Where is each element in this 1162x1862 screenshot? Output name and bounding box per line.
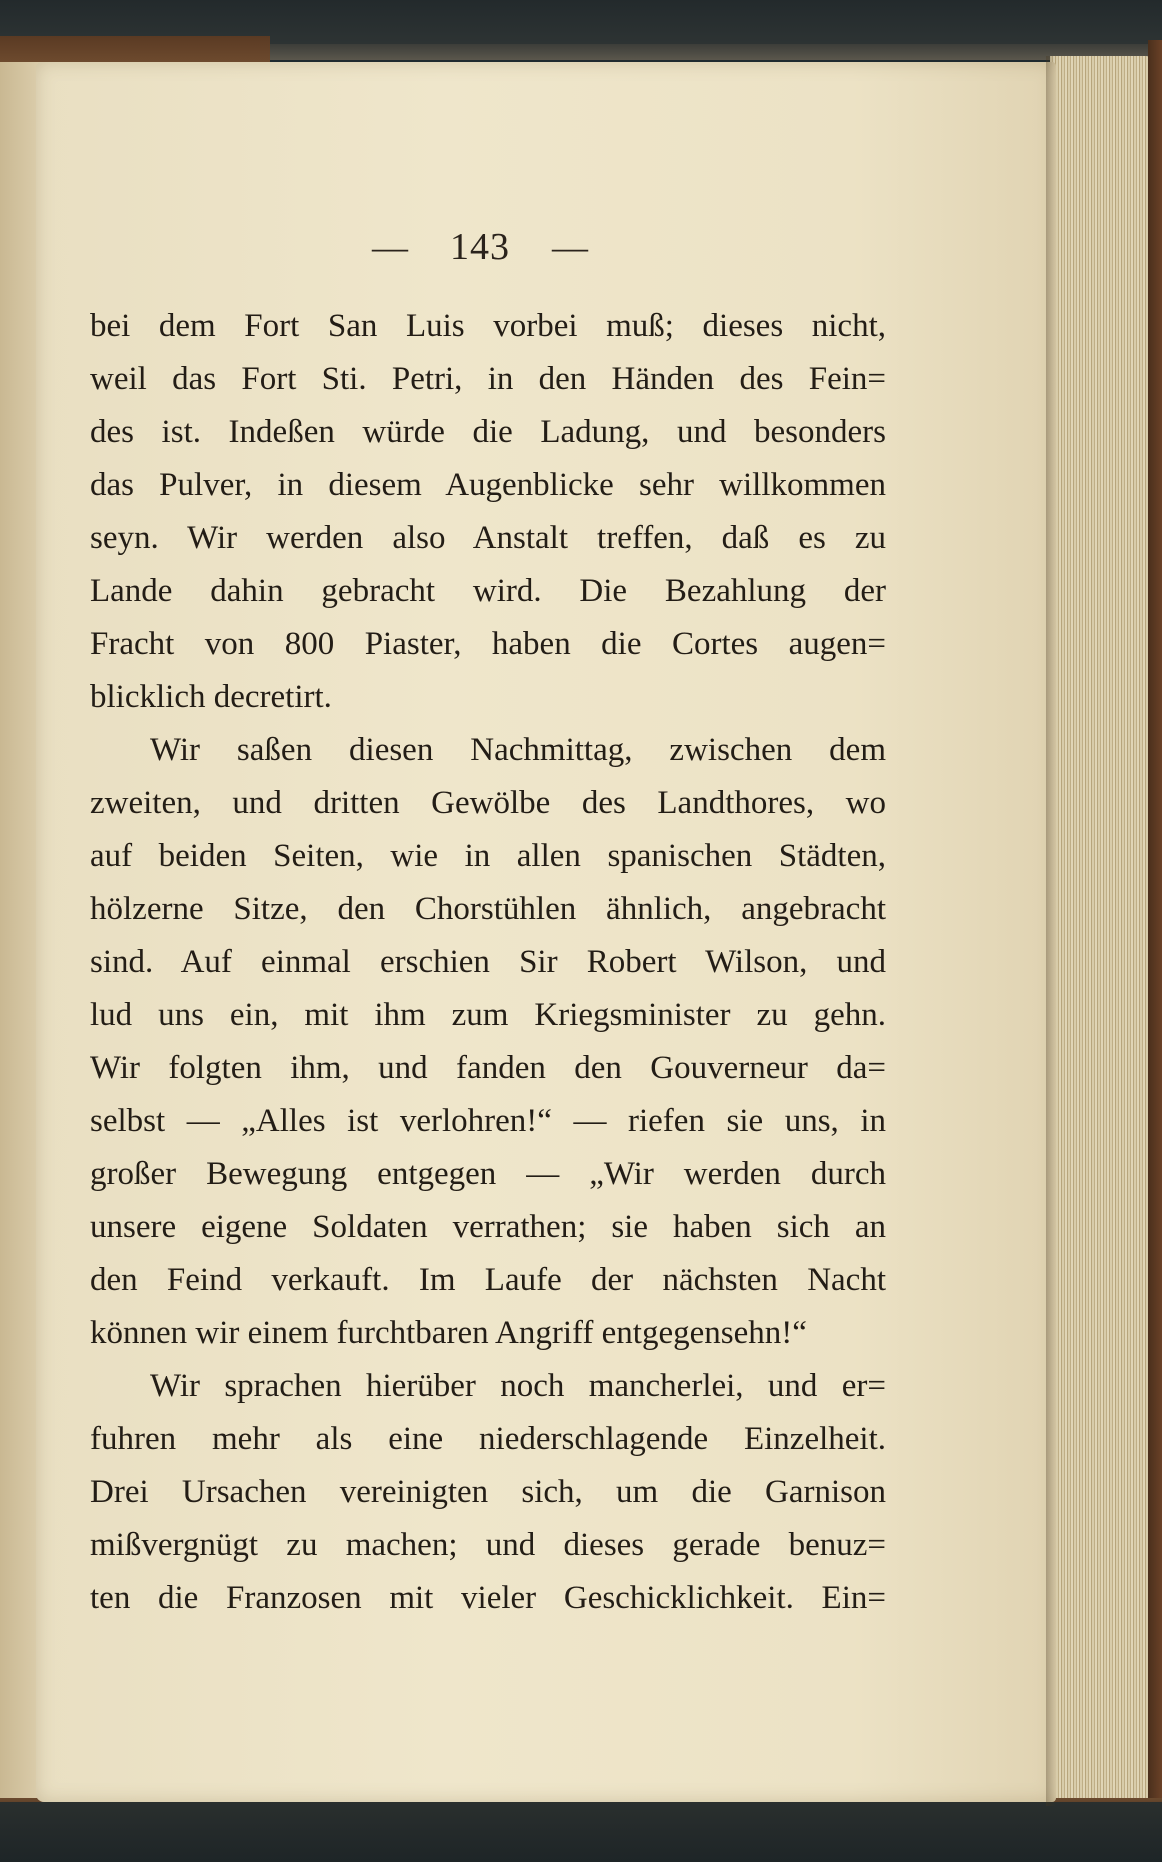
text-line-10: zweiten, und dritten Gewölbe des Landthores, wo bbox=[90, 785, 886, 821]
page-gutter-shadow bbox=[1046, 56, 1056, 1806]
text-line-1: bei dem Fort San Luis vorbei muß; dieses nicht, bbox=[90, 308, 886, 344]
text-line-3: des ist. Indeßen würde die Ladung, und besonders bbox=[90, 414, 886, 450]
text-line-22: fuhren mehr als eine niederschlagende Einzelheit. bbox=[90, 1421, 886, 1457]
text-line-19: den Feind verkauft. Im Laufe der nächsten Nacht bbox=[90, 1262, 886, 1298]
text-line-12: hölzerne Sitze, den Chorstühlen ähnlich, angebracht bbox=[90, 891, 886, 927]
text-line-2: weil das Fort Sti. Petri, in den Händen des Fein= bbox=[90, 361, 886, 397]
text-line-24: mißvergnügt zu machen; und dieses gerade benuz= bbox=[90, 1527, 886, 1563]
text-line-21: Wir sprachen hierüber noch mancherlei, und er= bbox=[150, 1368, 886, 1404]
book-cover-top-left bbox=[0, 36, 270, 62]
scanner-background-bottom bbox=[0, 1802, 1162, 1862]
text-line-13: sind. Auf einmal erschien Sir Robert Wilson, und bbox=[90, 944, 886, 980]
book-cover-top bbox=[270, 44, 1162, 60]
text-line-17: großer Bewegung entgegen — „Wir werden durch bbox=[90, 1156, 886, 1192]
book-cover-right bbox=[1148, 40, 1162, 1820]
text-line-8: blicklich decretirt. bbox=[90, 679, 332, 715]
text-line-23: Drei Ursachen vereinigten sich, um die Garnison bbox=[90, 1474, 886, 1510]
text-line-16: selbst — „Alles ist verlohren!“ — riefen sie uns, in bbox=[90, 1103, 886, 1139]
header-dash-right: — bbox=[552, 227, 588, 267]
header-dash-left: — bbox=[372, 227, 408, 267]
page-number: 143 bbox=[450, 226, 510, 268]
text-line-18: unsere eigene Soldaten verrathen; sie haben sich an bbox=[90, 1209, 886, 1245]
text-line-4: das Pulver, in diesem Augenblicke sehr willkommen bbox=[90, 467, 886, 503]
page-stack-edge bbox=[1050, 56, 1156, 1806]
text-line-20: können wir einem furchtbaren Angriff entgegensehn!“ bbox=[90, 1315, 807, 1351]
text-line-14: lud uns ein, mit ihm zum Kriegsminister zu gehn. bbox=[90, 997, 886, 1033]
text-line-15: Wir folgten ihm, und fanden den Gouverneur da= bbox=[90, 1050, 886, 1086]
text-line-5: seyn. Wir werden also Anstalt treffen, daß es zu bbox=[90, 520, 886, 556]
page-header bbox=[360, 222, 600, 272]
text-line-9: Wir saßen diesen Nachmittag, zwischen dem bbox=[150, 732, 886, 768]
body-text bbox=[90, 300, 890, 1625]
text-line-6: Lande dahin gebracht wird. Die Bezahlung der bbox=[90, 573, 886, 609]
text-line-11: auf beiden Seiten, wie in allen spanischen Städten, bbox=[90, 838, 886, 874]
text-line-25: ten die Franzosen mit vieler Geschicklichkeit. Ein= bbox=[90, 1580, 886, 1616]
text-line-7: Fracht von 800 Piaster, haben die Cortes augen= bbox=[90, 626, 886, 662]
